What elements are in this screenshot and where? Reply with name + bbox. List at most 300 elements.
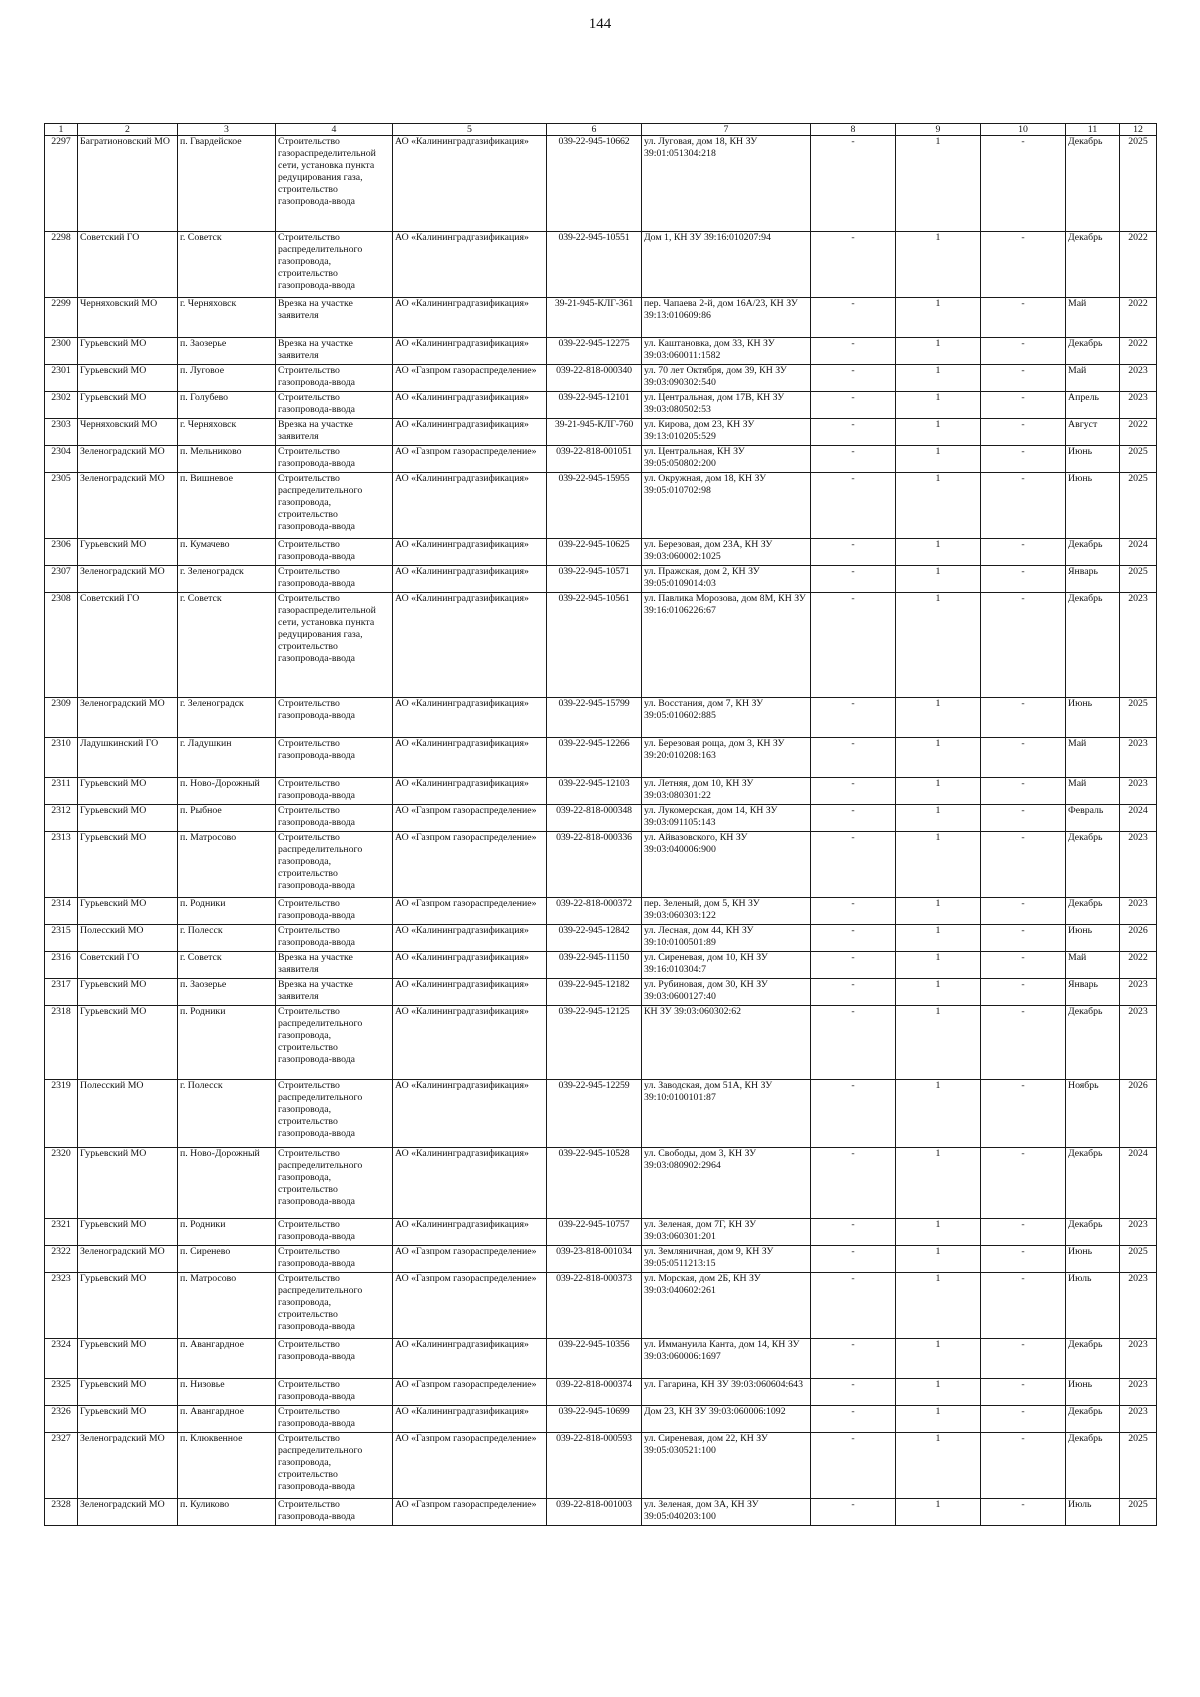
year-cell: 2023 bbox=[1120, 1273, 1157, 1339]
year-cell: 2023 bbox=[1120, 593, 1157, 698]
locality-cell: п. Мельниково bbox=[178, 446, 276, 473]
table-row bbox=[45, 1499, 1157, 1526]
year-cell: 2023 bbox=[1120, 1219, 1157, 1246]
row-number-cell: 2328 bbox=[45, 1499, 78, 1526]
permit-code-cell: 039-22-945-15955 bbox=[547, 473, 642, 539]
column-9-value-cell: 1 bbox=[896, 1433, 981, 1499]
organization-cell: АО «Газпром газораспределение» bbox=[393, 1499, 547, 1526]
municipality-cell: Гурьевский МО bbox=[78, 1339, 178, 1379]
year-cell: 2023 bbox=[1120, 778, 1157, 805]
organization-cell: АО «Калининградгазификация» bbox=[393, 1406, 547, 1433]
row-number-cell: 2324 bbox=[45, 1339, 78, 1379]
permit-code-cell: 039-22-945-12182 bbox=[547, 979, 642, 1006]
table-row bbox=[45, 566, 1157, 593]
permit-code-cell: 039-22-945-15799 bbox=[547, 698, 642, 738]
work-type-cell: Врезка на участке заявителя bbox=[276, 979, 393, 1006]
year-cell: 2023 bbox=[1120, 979, 1157, 1006]
year-cell: 2024 bbox=[1120, 805, 1157, 832]
work-type-cell: Строительство газопровода-ввода bbox=[276, 805, 393, 832]
address-cell: ул. Морская, дом 2Б, КН ЗУ 39:03:040602:261 bbox=[642, 1273, 811, 1339]
column-8-value-cell: - bbox=[811, 136, 896, 232]
table-row bbox=[45, 1339, 1157, 1379]
municipality-cell: Черняховский МО bbox=[78, 298, 178, 338]
row-number-cell: 2304 bbox=[45, 446, 78, 473]
address-cell: ул. Луговая, дом 18, КН ЗУ 39:01:051304:218 bbox=[642, 136, 811, 232]
locality-cell: п. Авангардное bbox=[178, 1406, 276, 1433]
year-cell: 2023 bbox=[1120, 898, 1157, 925]
work-type-cell: Строительство газопровода-ввода bbox=[276, 1219, 393, 1246]
column-9-value-cell: 1 bbox=[896, 473, 981, 539]
table-row bbox=[45, 298, 1157, 338]
work-type-cell: Строительство распределительного газопровода, строительство газопровода-ввода bbox=[276, 232, 393, 298]
work-type-cell: Строительство распределительного газопровода, строительство газопровода-ввода bbox=[276, 1080, 393, 1148]
locality-cell: п. Низовье bbox=[178, 1379, 276, 1406]
municipality-cell: Гурьевский МО bbox=[78, 898, 178, 925]
locality-cell: п. Рыбное bbox=[178, 805, 276, 832]
permit-code-cell: 039-22-945-12103 bbox=[547, 778, 642, 805]
work-type-cell: Строительство газопровода-ввода bbox=[276, 539, 393, 566]
column-8-value-cell: - bbox=[811, 298, 896, 338]
permit-code-cell: 039-22-945-12842 bbox=[547, 925, 642, 952]
address-cell: пер. Чапаева 2-й, дом 16А/23, КН ЗУ 39:13:010609:86 bbox=[642, 298, 811, 338]
column-9-value-cell: 1 bbox=[896, 365, 981, 392]
locality-cell: г. Ладушкин bbox=[178, 738, 276, 778]
year-cell: 2022 bbox=[1120, 232, 1157, 298]
permit-code-cell: 039-22-945-10356 bbox=[547, 1339, 642, 1379]
work-type-cell: Строительство газопровода-ввода bbox=[276, 698, 393, 738]
municipality-cell: Гурьевский МО bbox=[78, 338, 178, 365]
organization-cell: АО «Калининградгазификация» bbox=[393, 979, 547, 1006]
row-number-cell: 2313 bbox=[45, 832, 78, 898]
organization-cell: АО «Калининградгазификация» bbox=[393, 1148, 547, 1219]
address-cell: ул. Березовая, дом 23А, КН ЗУ 39:03:060002:1025 bbox=[642, 539, 811, 566]
column-10-value-cell: - bbox=[981, 1433, 1066, 1499]
organization-cell: АО «Калининградгазификация» bbox=[393, 473, 547, 539]
organization-cell: АО «Газпром газораспределение» bbox=[393, 1433, 547, 1499]
address-cell: Дом 23, КН ЗУ 39:03:060006:1092 bbox=[642, 1406, 811, 1433]
organization-cell: АО «Калининградгазификация» bbox=[393, 566, 547, 593]
permit-code-cell: 039-22-945-10662 bbox=[547, 136, 642, 232]
year-cell: 2022 bbox=[1120, 298, 1157, 338]
municipality-cell: Гурьевский МО bbox=[78, 1006, 178, 1080]
month-cell: Декабрь bbox=[1066, 832, 1120, 898]
permit-code-cell: 039-22-945-10625 bbox=[547, 539, 642, 566]
row-number-cell: 2321 bbox=[45, 1219, 78, 1246]
column-8-value-cell: - bbox=[811, 1406, 896, 1433]
table-row bbox=[45, 832, 1157, 898]
address-cell: ул. Сиреневая, дом 22, КН ЗУ 39:05:030521:100 bbox=[642, 1433, 811, 1499]
column-10-value-cell: - bbox=[981, 232, 1066, 298]
work-type-cell: Строительство распределительного газопровода, строительство газопровода-ввода bbox=[276, 832, 393, 898]
municipality-cell: Гурьевский МО bbox=[78, 778, 178, 805]
locality-cell: г. Черняховск bbox=[178, 419, 276, 446]
permit-code-cell: 039-22-818-000336 bbox=[547, 832, 642, 898]
locality-cell: п. Гвардейское bbox=[178, 136, 276, 232]
table-row bbox=[45, 365, 1157, 392]
organization-cell: АО «Калининградгазификация» bbox=[393, 298, 547, 338]
table-row bbox=[45, 392, 1157, 419]
organization-cell: АО «Калининградгазификация» bbox=[393, 232, 547, 298]
year-cell: 2023 bbox=[1120, 738, 1157, 778]
municipality-cell: Гурьевский МО bbox=[78, 1273, 178, 1339]
column-10-value-cell: - bbox=[981, 979, 1066, 1006]
table-row bbox=[45, 1148, 1157, 1219]
year-cell: 2023 bbox=[1120, 1406, 1157, 1433]
row-number-cell: 2301 bbox=[45, 365, 78, 392]
year-cell: 2025 bbox=[1120, 473, 1157, 539]
column-8-value-cell: - bbox=[811, 979, 896, 1006]
year-cell: 2025 bbox=[1120, 446, 1157, 473]
address-cell: ул. Окружная, дом 18, КН ЗУ 39:05:010702:98 bbox=[642, 473, 811, 539]
month-cell: Июнь bbox=[1066, 925, 1120, 952]
column-10-value-cell: - bbox=[981, 1273, 1066, 1339]
work-type-cell: Строительство газопровода-ввода bbox=[276, 898, 393, 925]
year-cell: 2023 bbox=[1120, 1339, 1157, 1379]
work-type-cell: Строительство распределительного газопровода, строительство газопровода-ввода bbox=[276, 1006, 393, 1080]
month-cell: Май bbox=[1066, 298, 1120, 338]
organization-cell: АО «Калининградгазификация» bbox=[393, 392, 547, 419]
table-row bbox=[45, 698, 1157, 738]
locality-cell: г. Полесск bbox=[178, 925, 276, 952]
column-8-value-cell: - bbox=[811, 566, 896, 593]
permit-code-cell: 039-22-818-000593 bbox=[547, 1433, 642, 1499]
permit-code-cell: 039-22-945-10551 bbox=[547, 232, 642, 298]
address-cell: ул. Свободы, дом 3, КН ЗУ 39:03:080902:2964 bbox=[642, 1148, 811, 1219]
column-8-value-cell: - bbox=[811, 738, 896, 778]
row-number-cell: 2314 bbox=[45, 898, 78, 925]
column-9-value-cell: 1 bbox=[896, 698, 981, 738]
locality-cell: п. Родники bbox=[178, 1006, 276, 1080]
address-cell: ул. Гагарина, КН ЗУ 39:03:060604:643 bbox=[642, 1379, 811, 1406]
column-header: 10 bbox=[981, 124, 1066, 136]
locality-cell: п. Голубево bbox=[178, 392, 276, 419]
column-10-value-cell: - bbox=[981, 925, 1066, 952]
column-9-value-cell: 1 bbox=[896, 1148, 981, 1219]
organization-cell: АО «Калининградгазификация» bbox=[393, 738, 547, 778]
column-8-value-cell: - bbox=[811, 338, 896, 365]
municipality-cell: Гурьевский МО bbox=[78, 539, 178, 566]
table-row bbox=[45, 898, 1157, 925]
address-cell: ул. Центральная, КН ЗУ 39:05:050802:200 bbox=[642, 446, 811, 473]
month-cell: Май bbox=[1066, 365, 1120, 392]
column-8-value-cell: - bbox=[811, 392, 896, 419]
year-cell: 2023 bbox=[1120, 1006, 1157, 1080]
column-9-value-cell: 1 bbox=[896, 1406, 981, 1433]
column-9-value-cell: 1 bbox=[896, 1339, 981, 1379]
work-type-cell: Строительство газораспределительной сети, установка пункта редуцирования газа, строительство газопровода-ввода bbox=[276, 136, 393, 232]
year-cell: 2025 bbox=[1120, 1246, 1157, 1273]
municipality-cell: Зеленоградский МО bbox=[78, 473, 178, 539]
address-cell: ул. Березовая роща, дом 3, КН ЗУ 39:20:010208:163 bbox=[642, 738, 811, 778]
column-header: 3 bbox=[178, 124, 276, 136]
month-cell: Май bbox=[1066, 738, 1120, 778]
column-10-value-cell: - bbox=[981, 338, 1066, 365]
table-row bbox=[45, 805, 1157, 832]
organization-cell: АО «Газпром газораспределение» bbox=[393, 1273, 547, 1339]
column-8-value-cell: - bbox=[811, 1499, 896, 1526]
column-9-value-cell: 1 bbox=[896, 136, 981, 232]
table-row bbox=[45, 778, 1157, 805]
work-type-cell: Врезка на участке заявителя bbox=[276, 952, 393, 979]
locality-cell: г. Советск bbox=[178, 232, 276, 298]
permit-code-cell: 039-23-818-001034 bbox=[547, 1246, 642, 1273]
table-row bbox=[45, 1406, 1157, 1433]
column-8-value-cell: - bbox=[811, 805, 896, 832]
municipality-cell: Гурьевский МО bbox=[78, 832, 178, 898]
permit-code-cell: 039-22-818-000372 bbox=[547, 898, 642, 925]
municipality-cell: Советский ГО bbox=[78, 593, 178, 698]
column-9-value-cell: 1 bbox=[896, 778, 981, 805]
month-cell: Январь bbox=[1066, 566, 1120, 593]
work-type-cell: Строительство газопровода-ввода bbox=[276, 392, 393, 419]
column-10-value-cell: - bbox=[981, 298, 1066, 338]
locality-cell: п. Родники bbox=[178, 898, 276, 925]
column-10-value-cell: - bbox=[981, 539, 1066, 566]
permit-code-cell: 039-22-945-12101 bbox=[547, 392, 642, 419]
year-cell: 2022 bbox=[1120, 338, 1157, 365]
permit-code-cell: 39-21-945-КЛГ-361 bbox=[547, 298, 642, 338]
locality-cell: п. Заозерье bbox=[178, 979, 276, 1006]
table-row bbox=[45, 593, 1157, 698]
month-cell: Июнь bbox=[1066, 698, 1120, 738]
row-number-cell: 2298 bbox=[45, 232, 78, 298]
column-9-value-cell: 1 bbox=[896, 1080, 981, 1148]
column-9-value-cell: 1 bbox=[896, 979, 981, 1006]
table-row bbox=[45, 419, 1157, 446]
table-row bbox=[45, 338, 1157, 365]
organization-cell: АО «Калининградгазификация» bbox=[393, 1006, 547, 1080]
locality-cell: п. Ново-Дорожный bbox=[178, 1148, 276, 1219]
address-cell: ул. Заводская, дом 51А, КН ЗУ 39:10:0100101:87 bbox=[642, 1080, 811, 1148]
locality-cell: г. Черняховск bbox=[178, 298, 276, 338]
column-9-value-cell: 1 bbox=[896, 446, 981, 473]
column-10-value-cell: - bbox=[981, 698, 1066, 738]
column-8-value-cell: - bbox=[811, 1379, 896, 1406]
municipality-cell: Гурьевский МО bbox=[78, 1379, 178, 1406]
column-9-value-cell: 1 bbox=[896, 1499, 981, 1526]
organization-cell: АО «Калининградгазификация» bbox=[393, 1080, 547, 1148]
organization-cell: АО «Калининградгазификация» bbox=[393, 593, 547, 698]
work-type-cell: Строительство газопровода-ввода bbox=[276, 778, 393, 805]
month-cell: Июль bbox=[1066, 1499, 1120, 1526]
organization-cell: АО «Газпром газораспределение» bbox=[393, 1379, 547, 1406]
column-10-value-cell: - bbox=[981, 832, 1066, 898]
municipality-cell: Гурьевский МО bbox=[78, 1148, 178, 1219]
year-cell: 2023 bbox=[1120, 392, 1157, 419]
work-type-cell: Строительство газораспределительной сети, установка пункта редуцирования газа, строительство газопровода-ввода bbox=[276, 593, 393, 698]
month-cell: Декабрь bbox=[1066, 1006, 1120, 1080]
column-9-value-cell: 1 bbox=[896, 419, 981, 446]
municipality-cell: Зеленоградский МО bbox=[78, 446, 178, 473]
year-cell: 2025 bbox=[1120, 1433, 1157, 1499]
row-number-cell: 2307 bbox=[45, 566, 78, 593]
address-cell: ул. Зеленая, дом 7Г, КН ЗУ 39:03:060301:201 bbox=[642, 1219, 811, 1246]
column-10-value-cell: - bbox=[981, 1339, 1066, 1379]
municipality-cell: Гурьевский МО bbox=[78, 1406, 178, 1433]
column-8-value-cell: - bbox=[811, 593, 896, 698]
month-cell: Июнь bbox=[1066, 446, 1120, 473]
organization-cell: АО «Калининградгазификация» bbox=[393, 925, 547, 952]
month-cell: Декабрь bbox=[1066, 1433, 1120, 1499]
column-8-value-cell: - bbox=[811, 698, 896, 738]
work-type-cell: Строительство газопровода-ввода bbox=[276, 1246, 393, 1273]
month-cell: Декабрь bbox=[1066, 1406, 1120, 1433]
organization-cell: АО «Газпром газораспределение» bbox=[393, 446, 547, 473]
column-9-value-cell: 1 bbox=[896, 338, 981, 365]
column-8-value-cell: - bbox=[811, 446, 896, 473]
work-type-cell: Строительство газопровода-ввода bbox=[276, 738, 393, 778]
locality-cell: п. Заозерье bbox=[178, 338, 276, 365]
organization-cell: АО «Калининградгазификация» bbox=[393, 136, 547, 232]
column-8-value-cell: - bbox=[811, 539, 896, 566]
gas-connection-registry-table bbox=[44, 123, 1157, 1526]
locality-cell: п. Матросово bbox=[178, 832, 276, 898]
table-body bbox=[45, 136, 1157, 1526]
table-row bbox=[45, 136, 1157, 232]
column-8-value-cell: - bbox=[811, 898, 896, 925]
permit-code-cell: 039-22-945-10571 bbox=[547, 566, 642, 593]
locality-cell: п. Сиренево bbox=[178, 1246, 276, 1273]
column-header: 6 bbox=[547, 124, 642, 136]
table-row bbox=[45, 446, 1157, 473]
table-row bbox=[45, 1080, 1157, 1148]
month-cell: Декабрь bbox=[1066, 1148, 1120, 1219]
permit-code-cell: 039-22-945-12125 bbox=[547, 1006, 642, 1080]
column-10-value-cell: - bbox=[981, 1499, 1066, 1526]
table-row bbox=[45, 925, 1157, 952]
work-type-cell: Строительство газопровода-ввода bbox=[276, 1499, 393, 1526]
permit-code-cell: 039-22-945-10699 bbox=[547, 1406, 642, 1433]
locality-cell: п. Кумачево bbox=[178, 539, 276, 566]
column-10-value-cell: - bbox=[981, 1080, 1066, 1148]
column-8-value-cell: - bbox=[811, 1433, 896, 1499]
address-cell: ул. Восстания, дом 7, КН ЗУ 39:05:010602:885 bbox=[642, 698, 811, 738]
column-9-value-cell: 1 bbox=[896, 832, 981, 898]
column-header: 12 bbox=[1120, 124, 1157, 136]
organization-cell: АО «Калининградгазификация» bbox=[393, 338, 547, 365]
column-10-value-cell: - bbox=[981, 1006, 1066, 1080]
year-cell: 2026 bbox=[1120, 925, 1157, 952]
column-8-value-cell: - bbox=[811, 1246, 896, 1273]
column-8-value-cell: - bbox=[811, 365, 896, 392]
municipality-cell: Гурьевский МО bbox=[78, 392, 178, 419]
month-cell: Январь bbox=[1066, 979, 1120, 1006]
column-header: 8 bbox=[811, 124, 896, 136]
locality-cell: г. Советск bbox=[178, 593, 276, 698]
month-cell: Апрель bbox=[1066, 392, 1120, 419]
year-cell: 2024 bbox=[1120, 539, 1157, 566]
column-10-value-cell: - bbox=[981, 805, 1066, 832]
month-cell: Июнь bbox=[1066, 1379, 1120, 1406]
row-number-cell: 2302 bbox=[45, 392, 78, 419]
row-number-cell: 2320 bbox=[45, 1148, 78, 1219]
municipality-cell: Советский ГО bbox=[78, 232, 178, 298]
work-type-cell: Строительство распределительного газопровода, строительство газопровода-ввода bbox=[276, 1148, 393, 1219]
municipality-cell: Зеленоградский МО bbox=[78, 1246, 178, 1273]
table-row bbox=[45, 952, 1157, 979]
permit-code-cell: 039-22-945-10528 bbox=[547, 1148, 642, 1219]
address-cell: ул. Каштановка, дом 33, КН ЗУ 39:03:060011:1582 bbox=[642, 338, 811, 365]
table-row bbox=[45, 1379, 1157, 1406]
work-type-cell: Строительство газопровода-ввода bbox=[276, 566, 393, 593]
table-row bbox=[45, 539, 1157, 566]
organization-cell: АО «Калининградгазификация» bbox=[393, 1339, 547, 1379]
address-cell: ул. Центральная, дом 17В, КН ЗУ 39:03:080502:53 bbox=[642, 392, 811, 419]
address-cell: КН ЗУ 39:03:060302:62 bbox=[642, 1006, 811, 1080]
permit-code-cell: 039-22-818-000374 bbox=[547, 1379, 642, 1406]
month-cell: Июль bbox=[1066, 1273, 1120, 1339]
month-cell: Декабрь bbox=[1066, 232, 1120, 298]
work-type-cell: Строительство газопровода-ввода bbox=[276, 1379, 393, 1406]
month-cell: Декабрь bbox=[1066, 136, 1120, 232]
row-number-cell: 2306 bbox=[45, 539, 78, 566]
column-10-value-cell: - bbox=[981, 1379, 1066, 1406]
row-number-cell: 2327 bbox=[45, 1433, 78, 1499]
month-cell: Май bbox=[1066, 952, 1120, 979]
column-header: 7 bbox=[642, 124, 811, 136]
work-type-cell: Строительство распределительного газопровода, строительство газопровода-ввода bbox=[276, 473, 393, 539]
address-cell: ул. Летняя, дом 10, КН ЗУ 39:03:080301:22 bbox=[642, 778, 811, 805]
permit-code-cell: 039-22-945-10757 bbox=[547, 1219, 642, 1246]
year-cell: 2023 bbox=[1120, 832, 1157, 898]
organization-cell: АО «Газпром газораспределение» bbox=[393, 832, 547, 898]
row-number-cell: 2310 bbox=[45, 738, 78, 778]
month-cell: Декабрь bbox=[1066, 539, 1120, 566]
locality-cell: г. Зеленоградск bbox=[178, 698, 276, 738]
table-row bbox=[45, 1006, 1157, 1080]
month-cell: Июнь bbox=[1066, 1246, 1120, 1273]
organization-cell: АО «Газпром газораспределение» bbox=[393, 365, 547, 392]
permit-code-cell: 039-22-945-12259 bbox=[547, 1080, 642, 1148]
column-8-value-cell: - bbox=[811, 419, 896, 446]
municipality-cell: Ладушкинский ГО bbox=[78, 738, 178, 778]
locality-cell: п. Ново-Дорожный bbox=[178, 778, 276, 805]
locality-cell: г. Зеленоградск bbox=[178, 566, 276, 593]
municipality-cell: Гурьевский МО bbox=[78, 805, 178, 832]
column-8-value-cell: - bbox=[811, 473, 896, 539]
address-cell: ул. Зеленая, дом 3А, КН ЗУ 39:05:040203:100 bbox=[642, 1499, 811, 1526]
permit-code-cell: 039-22-945-12266 bbox=[547, 738, 642, 778]
column-10-value-cell: - bbox=[981, 136, 1066, 232]
municipality-cell: Зеленоградский МО bbox=[78, 566, 178, 593]
row-number-cell: 2300 bbox=[45, 338, 78, 365]
month-cell: Февраль bbox=[1066, 805, 1120, 832]
locality-cell: п. Матросово bbox=[178, 1273, 276, 1339]
page-number: 144 bbox=[588, 16, 612, 32]
table-row bbox=[45, 473, 1157, 539]
month-cell: Июнь bbox=[1066, 473, 1120, 539]
column-header: 9 bbox=[896, 124, 981, 136]
locality-cell: п. Куликово bbox=[178, 1499, 276, 1526]
year-cell: 2025 bbox=[1120, 566, 1157, 593]
locality-cell: п. Авангардное bbox=[178, 1339, 276, 1379]
month-cell: Ноябрь bbox=[1066, 1080, 1120, 1148]
column-10-value-cell: - bbox=[981, 1406, 1066, 1433]
year-cell: 2025 bbox=[1120, 136, 1157, 232]
row-number-cell: 2323 bbox=[45, 1273, 78, 1339]
column-8-value-cell: - bbox=[811, 1148, 896, 1219]
month-cell: Декабрь bbox=[1066, 338, 1120, 365]
year-cell: 2026 bbox=[1120, 1080, 1157, 1148]
address-cell: ул. Сиреневая, дом 10, КН ЗУ 39:16:010304:7 bbox=[642, 952, 811, 979]
table-row bbox=[45, 1246, 1157, 1273]
work-type-cell: Врезка на участке заявителя bbox=[276, 419, 393, 446]
row-number-cell: 2311 bbox=[45, 778, 78, 805]
column-9-value-cell: 1 bbox=[896, 1379, 981, 1406]
column-10-value-cell: - bbox=[981, 1219, 1066, 1246]
locality-cell: п. Родники bbox=[178, 1219, 276, 1246]
organization-cell: АО «Калининградгазификация» bbox=[393, 539, 547, 566]
